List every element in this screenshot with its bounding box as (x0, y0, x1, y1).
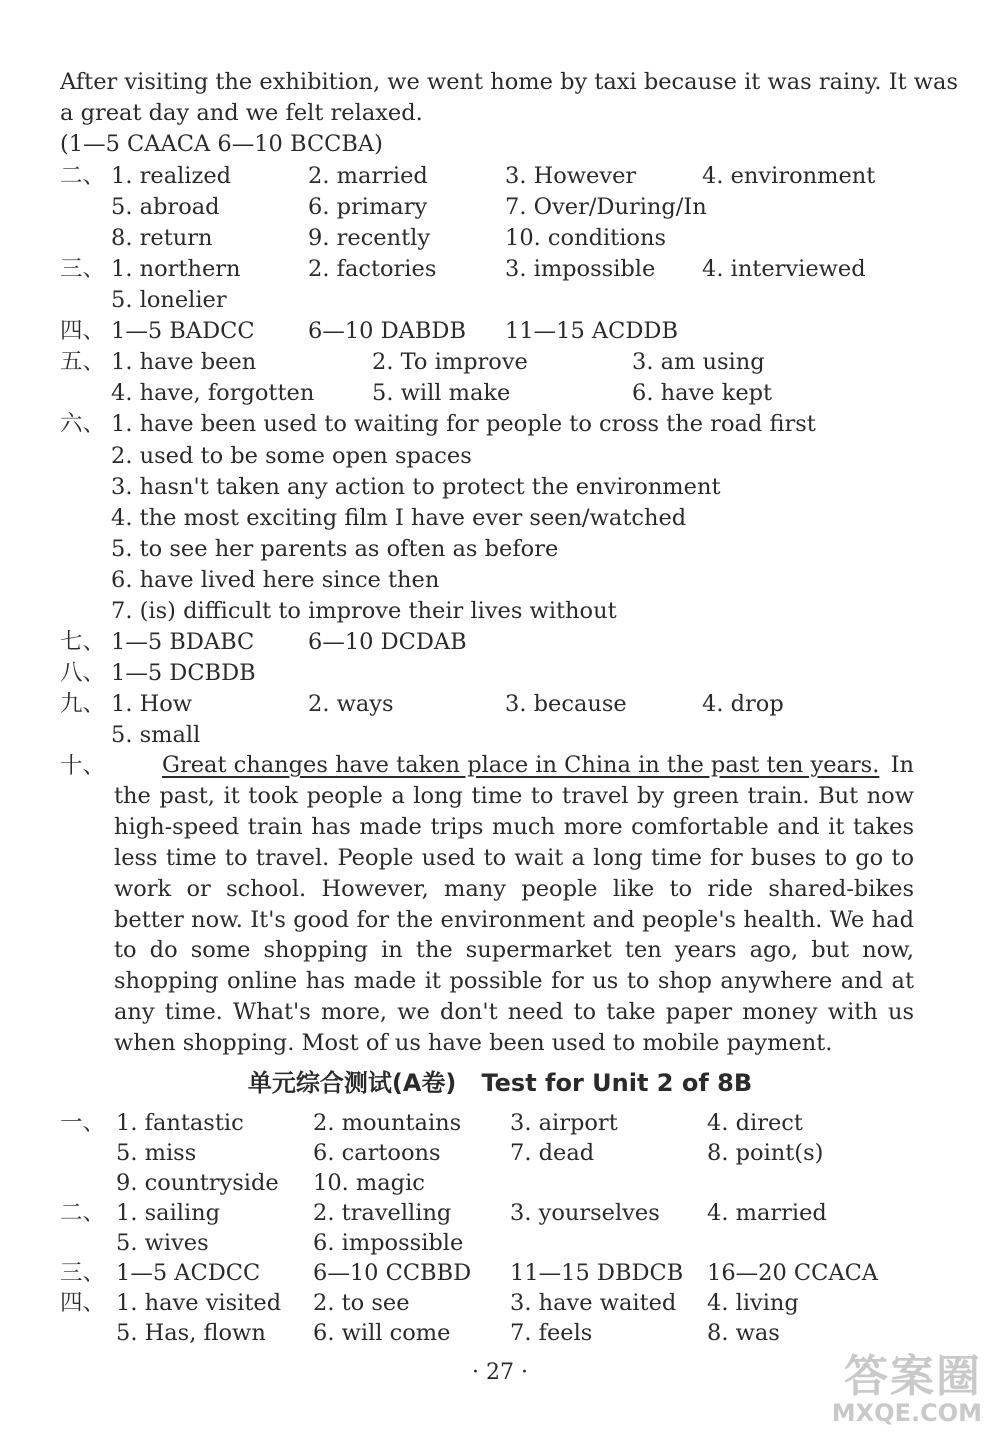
answer: 1. have been (111, 349, 257, 375)
answer: 3. airport (510, 1110, 618, 1136)
answer: 5. lonelier (111, 287, 227, 313)
answer: 3. However (505, 163, 637, 189)
section-6-line-7: 7. (is) difficult to improve their lives without (111, 598, 617, 624)
answer: 9. recently (308, 225, 431, 251)
test-section-2-row-2 (0, 1227, 1000, 1259)
section-label: 三、 (60, 1260, 106, 1286)
answer: 5. miss (116, 1140, 197, 1166)
intro-answer-key: (1—5 CAACA 6—10 BCCBA) (60, 131, 383, 157)
essay-topic-sentence: Great changes have taken place in China in the past ten years. (162, 752, 880, 778)
answer-group: 1—5 DCBDB (111, 660, 256, 686)
answer: 2. factories (308, 256, 437, 282)
section-label: 五、 (60, 349, 106, 375)
answer: 6. cartoons (313, 1140, 441, 1166)
answer: 4. married (707, 1200, 827, 1226)
section-label: 一、 (60, 1110, 106, 1136)
answer: 8. was (707, 1320, 780, 1346)
watermark-text: 答案圈 (844, 1351, 982, 1402)
answer: 7. dead (510, 1140, 595, 1166)
section-4-row (0, 315, 1000, 347)
section-label: 八、 (60, 660, 106, 686)
answer: 10. conditions (505, 225, 666, 251)
answer: 4. environment (702, 163, 876, 189)
answer: 10. magic (313, 1170, 425, 1196)
page-number: · 27 · (472, 1360, 528, 1385)
essay-paragraph (114, 750, 914, 1059)
answer: 4. drop (702, 691, 784, 717)
section-9-row-1 (0, 688, 1000, 720)
answer: 4. interviewed (702, 256, 866, 282)
answer: 2. To improve (372, 349, 528, 375)
answer: 7. Over/During/In (505, 194, 707, 220)
answer-group: 11—15 ACDDB (505, 318, 678, 344)
section-5-row-1 (0, 346, 1000, 378)
answer: 6. impossible (313, 1230, 464, 1256)
test-section-2-row-1 (0, 1197, 1000, 1229)
answer: 5. wives (116, 1230, 209, 1256)
section-6-line-4: 4. the most exciting film I have ever seen/watched (111, 505, 687, 531)
section-6-line-6: 6. have lived here since then (111, 567, 440, 593)
answer: 6. primary (308, 194, 428, 220)
answer: 1. have been used to waiting for people to cross the road first (111, 411, 816, 437)
answer-group: 6—10 CCBBD (313, 1260, 472, 1286)
answer: 1. How (111, 691, 193, 717)
section-2-row-1 (0, 160, 1000, 192)
answer: 1. fantastic (116, 1110, 244, 1136)
section-7-row (0, 626, 1000, 658)
answer: 6. have kept (632, 380, 773, 406)
answer: 2. to see (313, 1290, 410, 1316)
section-3-row-2 (0, 284, 1000, 316)
section-label: 二、 (60, 163, 106, 189)
answer: 5. Has, flown (116, 1320, 266, 1346)
heading-cn: 单元综合测试(A卷) (247, 1069, 457, 1097)
unit-test-heading (0, 1066, 1000, 1100)
answer-group: 6—10 DCDAB (308, 629, 467, 655)
answer-group: 16—20 CCACA (707, 1260, 879, 1286)
watermark-url: MXQE.COM (831, 1399, 982, 1427)
answer: 2. travelling (313, 1200, 452, 1226)
answer: 2. ways (308, 691, 394, 717)
answer-group: 11—15 DBDCB (510, 1260, 684, 1286)
watermark-logo (831, 1351, 982, 1427)
answer: 3. because (505, 691, 627, 717)
section-2-row-3 (0, 222, 1000, 254)
answer: 3. impossible (505, 256, 656, 282)
answer: 1. realized (111, 163, 232, 189)
answer: 5. will make (372, 380, 511, 406)
section-2-row-2 (0, 191, 1000, 223)
heading-en: Test for Unit 2 of 8B (481, 1069, 753, 1097)
test-section-1-row-1 (0, 1107, 1000, 1139)
section-6-line-3: 3. hasn't taken any action to protect the environment (111, 474, 721, 500)
answer: 2. married (308, 163, 428, 189)
test-section-1-row-3 (0, 1167, 1000, 1199)
answer: 8. return (111, 225, 213, 251)
section-label: 四、 (60, 318, 106, 344)
answer: 4. living (707, 1290, 799, 1316)
section-6-line-1 (0, 408, 1000, 440)
answer: 1. northern (111, 256, 241, 282)
answer: 3. am using (632, 349, 765, 375)
answer: 4. have, forgotten (111, 380, 315, 406)
section-label: 九、 (60, 691, 106, 717)
section-label: 三、 (60, 256, 106, 282)
answer: 8. point(s) (707, 1140, 824, 1166)
test-section-3-row (0, 1257, 1000, 1289)
answer: 6. will come (313, 1320, 451, 1346)
answer-group: 1—5 BADCC (111, 318, 255, 344)
answer-group: 1—5 BDABC (111, 629, 255, 655)
answer: 5. abroad (111, 194, 220, 220)
section-3-row-1 (0, 253, 1000, 285)
section-6-line-5: 5. to see her parents as often as before (111, 536, 559, 562)
answer: 3. have waited (510, 1290, 677, 1316)
test-section-4-row-2 (0, 1317, 1000, 1349)
section-5-row-2 (0, 377, 1000, 409)
section-label: 七、 (60, 629, 106, 655)
answer: 1. sailing (116, 1200, 221, 1226)
answer-group: 6—10 DABDB (308, 318, 466, 344)
section-label: 六、 (60, 411, 106, 437)
essay-body: In the past, it took people a long time to travel by green train. But now high-speed train has made trips much more comfortable and it takes less time to travel. People used to wait a long time for buses to go to work or school. However, many people like to ride shared-bikes better now. It's good for the environment and people's health. We had to do some shopping in the supermarket ten years ago, but now, shopping online has made it possible for us to shop anywhere and at any time. What's more, we don't need to take paper money with us when shopping. Most of us have been used to mobile payment. (114, 752, 914, 1057)
section-9-row-2 (0, 719, 1000, 751)
answer: 3. yourselves (510, 1200, 660, 1226)
answer: 2. mountains (313, 1110, 462, 1136)
intro-line-2: a great day and we felt relaxed. (60, 100, 423, 126)
answer: 1. have visited (116, 1290, 282, 1316)
section-label: 二、 (60, 1200, 106, 1226)
section-label: 十、 (60, 753, 106, 779)
test-section-4-row-1 (0, 1287, 1000, 1319)
answer: 7. feels (510, 1320, 593, 1346)
section-8-row (0, 657, 1000, 689)
section-6-line-2: 2. used to be some open spaces (111, 443, 472, 469)
answer: 5. small (111, 722, 201, 748)
answer-group: 1—5 ACDCC (116, 1260, 261, 1286)
test-section-1-row-2 (0, 1137, 1000, 1169)
answer: 9. countryside (116, 1170, 279, 1196)
answer: 4. direct (707, 1110, 803, 1136)
intro-line-1: After visiting the exhibition, we went home by taxi because it was rainy. It was (60, 69, 959, 95)
section-label: 四、 (60, 1290, 106, 1316)
